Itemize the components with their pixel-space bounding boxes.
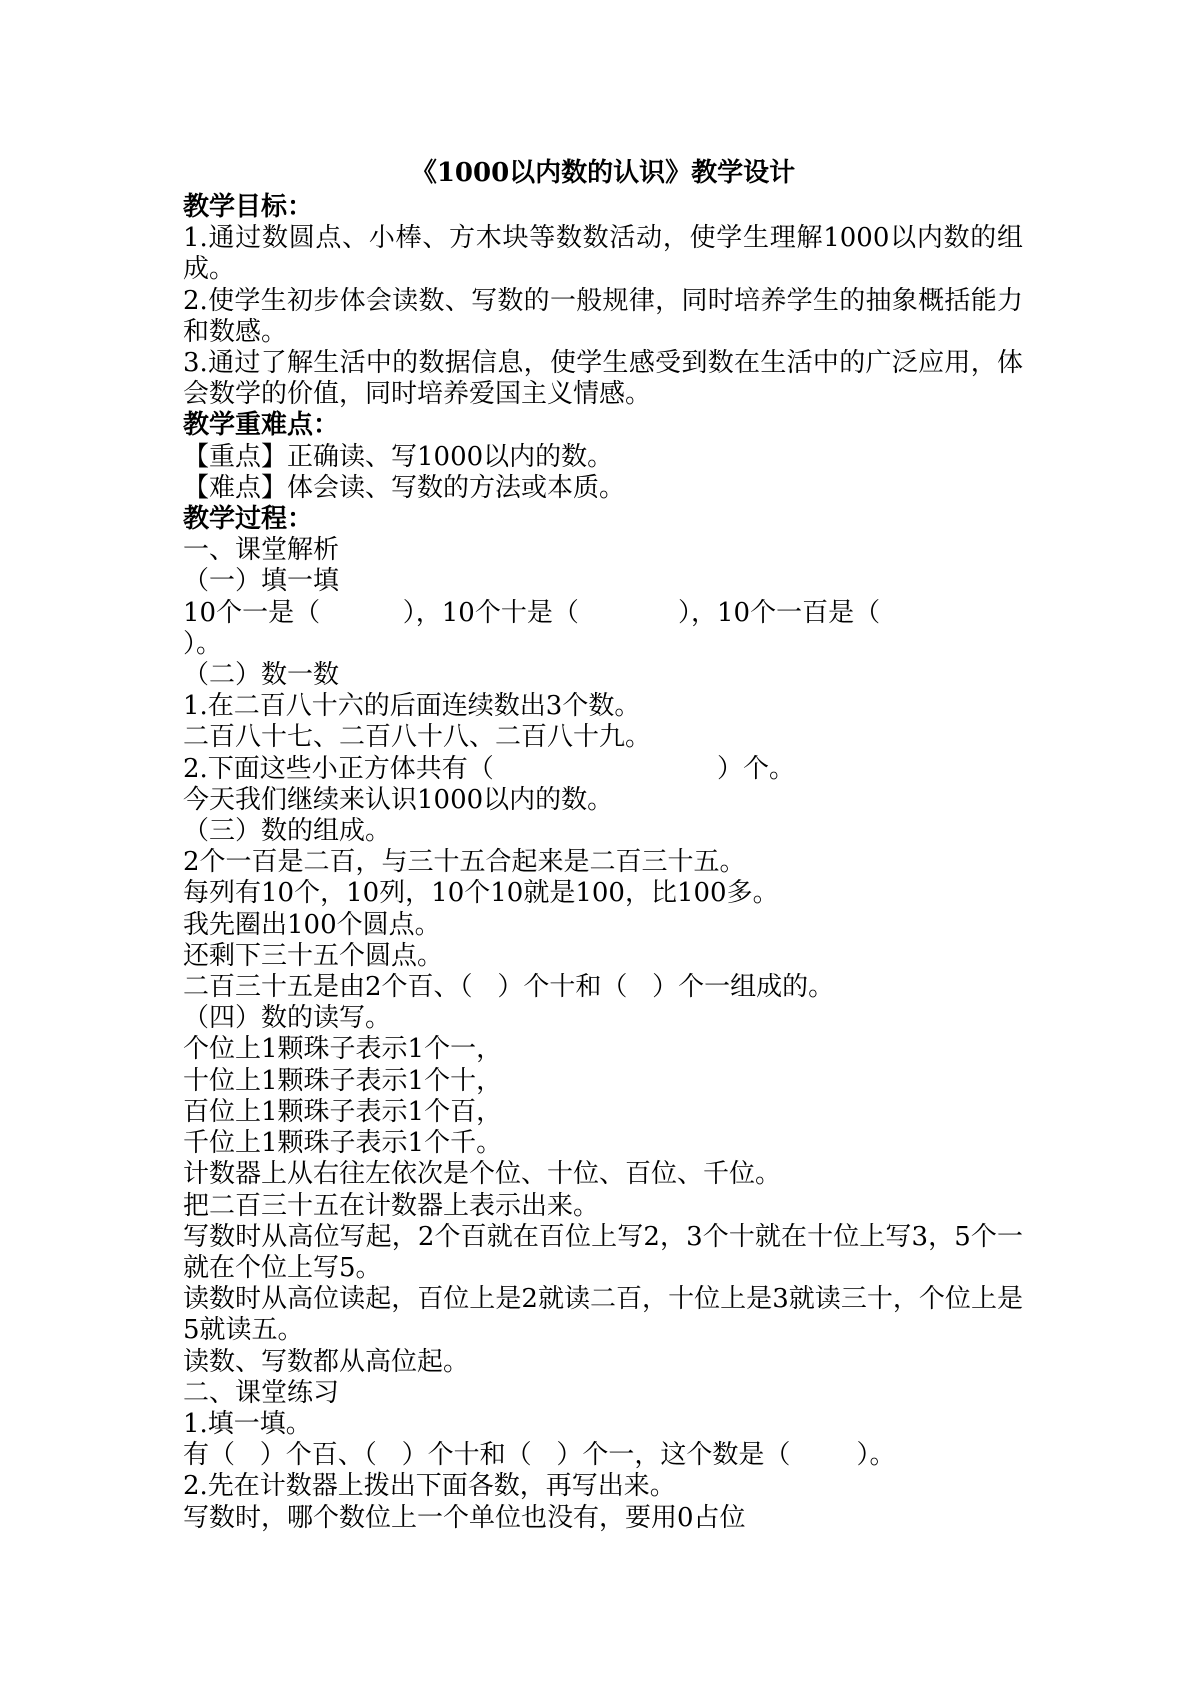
- practice-line: 有（ ）个百、（ ）个十和（ ）个一，这个数是（ ）。: [183, 1440, 896, 1471]
- practice-line: 写数时，哪个数位上一个单位也没有，要用0占位: [183, 1502, 746, 1533]
- practice-line: 2.先在计数器上拨出下面各数，再写出来。: [183, 1471, 676, 1502]
- subsection-title: （二）数一数: [183, 660, 340, 691]
- text-line: 二百三十五是由2个百、（ ）个十和（ ）个一组成的。: [183, 972, 835, 1003]
- objective-item: 1.通过数圆点、小棒、方木块等数数活动，使学生理解1000以内数的组成。: [183, 223, 1023, 285]
- keypoint-item: 【重点】正确读、写1000以内的数。: [183, 441, 614, 472]
- text-paragraph: 读数时从高位读起，百位上是2就读二百，十位上是3就读三十，个位上是5就读五。: [183, 1284, 1023, 1346]
- fill-blank-line: 10个一是（ ），10个十是（ ），10个一百是（: [183, 597, 881, 628]
- text-line: 千位上1颗珠子表示1个千。: [183, 1128, 503, 1159]
- text-line: 还剩下三十五个圆点。: [183, 940, 444, 971]
- section-title: 一、课堂解析: [183, 535, 340, 566]
- objectives-heading: 教学目标：: [183, 192, 314, 222]
- subsection-title: （一）填一填: [183, 566, 340, 597]
- text-line: 把二百三十五在计数器上表示出来。: [183, 1190, 600, 1221]
- keypoints-heading: 教学重难点：: [183, 410, 340, 441]
- keypoint-item: 【难点】体会读、写数的方法或本质。: [183, 472, 626, 503]
- text-line: 百位上1颗珠子表示1个百，: [183, 1096, 503, 1127]
- document-title: 《1000以内数的认识》教学设计: [410, 158, 796, 188]
- text-line: 2个一百是二百，与三十五合起来是二百三十五。: [183, 847, 746, 878]
- text-line: 读数、写数都从高位起。: [183, 1346, 470, 1377]
- subsection-title: （三）数的组成。: [183, 816, 392, 847]
- text-line: 十位上1颗珠子表示1个十，: [183, 1065, 503, 1096]
- text-line: 每列有10个，10列，10个10就是100，比100多。: [183, 878, 779, 909]
- document-page: [183, 158, 1023, 1534]
- subsection-title: （四）数的读写。: [183, 1003, 392, 1034]
- text-line: 2.下面这些小正方体共有（ ）个。: [183, 753, 795, 784]
- text-line: 计数器上从右往左依次是个位、十位、百位、千位。: [183, 1159, 782, 1190]
- section-title: 二、课堂练习: [183, 1377, 340, 1408]
- objective-item: 3.通过了解生活中的数据信息，使学生感受到数在生活中的广泛应用，体会数学的价值，同时培养爱国主义情感。: [183, 348, 1023, 410]
- text-line: 今天我们继续来认识1000以内的数。: [183, 784, 614, 815]
- fill-blank-line: ）。: [183, 628, 223, 659]
- process-heading: 教学过程：: [183, 504, 314, 535]
- practice-line: 1.填一填。: [183, 1408, 312, 1439]
- text-line: 1.在二百八十六的后面连续数出3个数。: [183, 691, 641, 722]
- objective-item: 2.使学生初步体会读数、写数的一般规律，同时培养学生的抽象概括能力和数感。: [183, 285, 1023, 347]
- text-line: 二百八十七、二百八十八、二百八十九。: [183, 722, 652, 753]
- text-paragraph: 写数时从高位写起，2个百就在百位上写2，3个十就在十位上写3，5个一就在个位上写5。: [183, 1221, 1023, 1283]
- text-line: 我先圈出100个圆点。: [183, 909, 441, 940]
- text-line: 个位上1颗珠子表示1个一，: [183, 1034, 503, 1065]
